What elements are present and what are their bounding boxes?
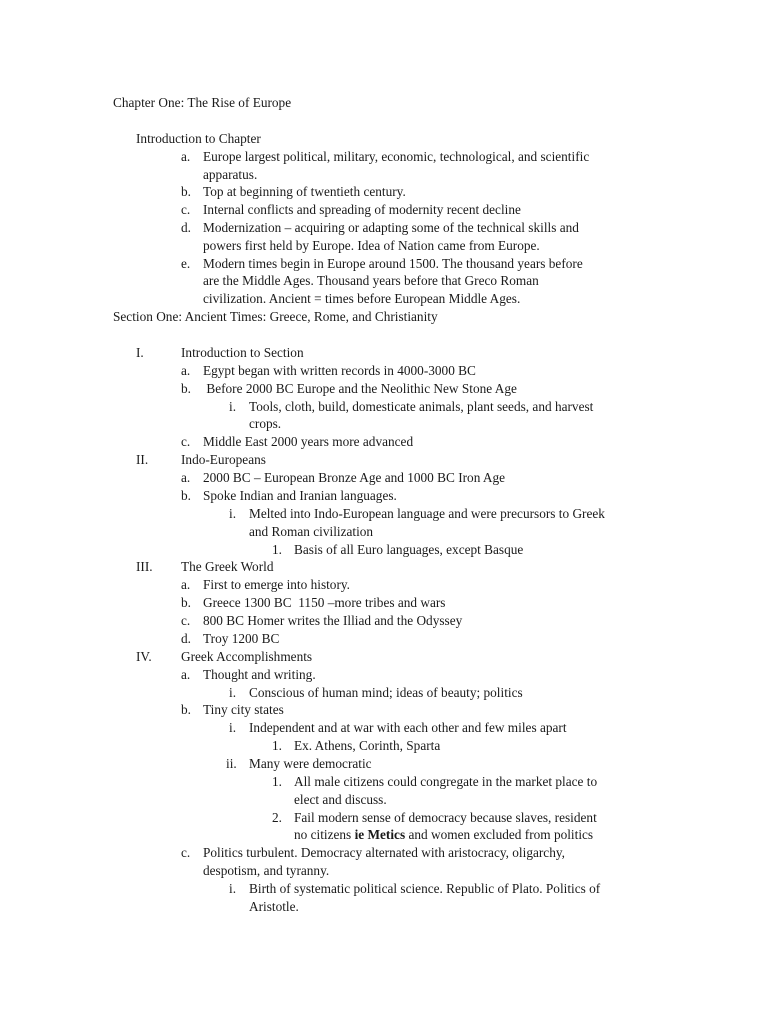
list-item-text: First to emerge into history.: [203, 577, 350, 592]
intro-heading: Introduction to Chapter: [136, 131, 261, 146]
outline-heading: Greek Accomplishments: [181, 649, 313, 664]
list-marker: b.: [181, 702, 191, 717]
list-marker: c.: [181, 613, 191, 628]
list-item-text: despotism, and tyranny.: [203, 863, 330, 878]
list-item-text: Internal conflicts and spreading of modernity recent decline: [203, 202, 521, 217]
outline-numeral: II.: [136, 452, 149, 467]
list-item-text: Basis of all Euro languages, except Basque: [294, 542, 524, 557]
list-item-text: Europe largest political, military, economic, technological, and scientific: [203, 149, 590, 164]
outline-numeral: I.: [136, 345, 144, 360]
list-marker: a.: [181, 149, 191, 164]
list-marker: 2.: [272, 810, 282, 825]
text-run: no citizens: [294, 827, 355, 842]
list-marker: e.: [181, 256, 191, 271]
outline-heading: Introduction to Section: [181, 345, 304, 360]
list-marker: b.: [181, 381, 191, 396]
text-run: and women excluded from politics: [405, 827, 594, 842]
list-item-text: Aristotle.: [249, 899, 299, 914]
list-marker: b.: [181, 488, 191, 503]
bold-term: ie Metics: [354, 827, 406, 842]
list-marker: i.: [229, 506, 237, 521]
list-marker: d.: [181, 220, 191, 235]
list-item-text: are the Middle Ages. Thousand years before that Greco Roman: [203, 273, 539, 288]
list-marker: i.: [229, 399, 237, 414]
list-marker: c.: [181, 434, 191, 449]
list-marker: d.: [181, 631, 191, 646]
list-item-text: Troy 1200 BC: [203, 631, 280, 646]
outline-heading: Indo-Europeans: [181, 452, 266, 467]
list-item-text: Many were democratic: [249, 756, 372, 771]
list-item-text: Modern times begin in Europe around 1500. The thousand years before: [203, 256, 583, 271]
list-marker: 1.: [272, 542, 282, 557]
list-marker: b.: [181, 184, 191, 199]
list-item-text: Conscious of human mind; ideas of beauty; politics: [249, 685, 523, 700]
outline-numeral: III.: [136, 559, 153, 574]
list-item-text: Middle East 2000 years more advanced: [203, 434, 414, 449]
list-marker: ii.: [226, 756, 237, 771]
list-item-text: Independent and at war with each other and few miles apart: [249, 720, 567, 735]
list-item-text: Egypt began with written records in 4000-3000 BC: [203, 363, 476, 378]
list-marker: b.: [181, 595, 191, 610]
list-marker: a.: [181, 470, 191, 485]
list-marker: i.: [229, 720, 237, 735]
list-item-text: [294, 826, 593, 844]
list-item-text: Fail modern sense of democracy because slaves, resident: [294, 810, 597, 825]
list-item-text: Melted into Indo-European language and were precursors to Greek: [249, 506, 605, 521]
list-marker: i.: [229, 881, 237, 896]
list-item-text: Politics turbulent. Democracy alternated with aristocracy, oligarchy,: [203, 845, 565, 860]
list-marker: 1.: [272, 774, 282, 789]
list-item-text: and Roman civilization: [249, 524, 374, 539]
list-item-text: 800 BC Homer writes the Illiad and the Odyssey: [203, 613, 463, 628]
list-item-text: civilization. Ancient = times before European Middle Ages.: [203, 291, 521, 306]
list-item-text: Modernization – acquiring or adapting some of the technical skills and: [203, 220, 579, 235]
list-item-text: elect and discuss.: [294, 792, 387, 807]
list-item-text: Birth of systematic political science. Republic of Plato. Politics of: [249, 881, 601, 896]
list-marker: c.: [181, 845, 191, 860]
list-item-text: Tiny city states: [203, 702, 284, 717]
list-item-text: Before 2000 BC Europe and the Neolithic New Stone Age: [203, 381, 517, 396]
list-marker: a.: [181, 363, 191, 378]
list-item-text: Top at beginning of twentieth century.: [203, 184, 406, 199]
list-item-text: Greece 1300 BC 1150 –more tribes and wars: [203, 595, 446, 610]
outline-heading: The Greek World: [181, 559, 274, 574]
list-item-text: 2000 BC – European Bronze Age and 1000 BC Iron Age: [203, 470, 506, 485]
section-title: Section One: Ancient Times: Greece, Rome, and Christianity: [113, 309, 438, 324]
list-item-text: apparatus.: [203, 167, 258, 182]
list-item-text: Thought and writing.: [203, 667, 316, 682]
list-item-text: crops.: [249, 416, 282, 431]
list-item-text: powers first held by Europe. Idea of Nation came from Europe.: [203, 238, 540, 253]
list-marker: i.: [229, 685, 237, 700]
list-marker: a.: [181, 577, 191, 592]
list-marker: c.: [181, 202, 191, 217]
chapter-title: Chapter One: The Rise of Europe: [113, 95, 292, 110]
outline-numeral: IV.: [136, 649, 152, 664]
list-item-text: Tools, cloth, build, domesticate animals, plant seeds, and harvest: [249, 399, 594, 414]
list-item-text: Ex. Athens, Corinth, Sparta: [294, 738, 441, 753]
list-item-text: All male citizens could congregate in the market place to: [294, 774, 598, 789]
list-marker: a.: [181, 667, 191, 682]
list-marker: 1.: [272, 738, 282, 753]
list-item-text: Spoke Indian and Iranian languages.: [203, 488, 397, 503]
